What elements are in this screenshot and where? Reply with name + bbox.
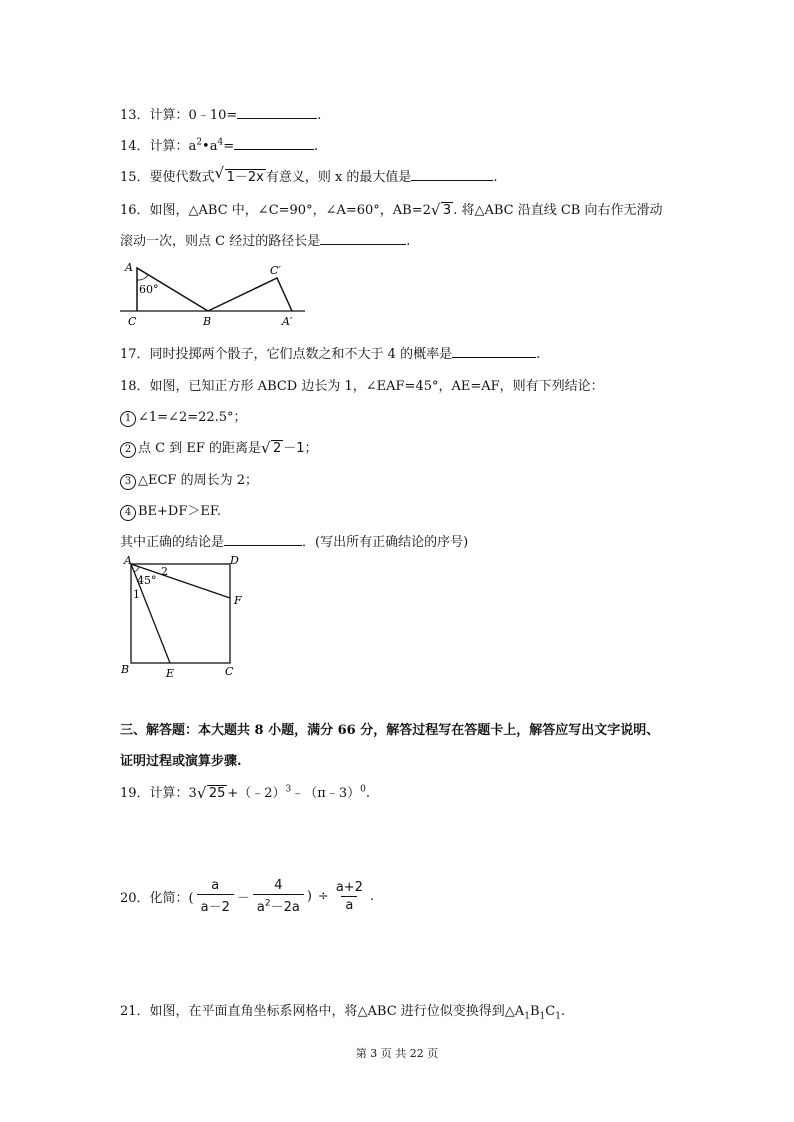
section-3-heading-cont xyxy=(120,750,242,769)
q20-f3-den: a xyxy=(341,896,357,913)
q14-exp2: 4 xyxy=(217,137,224,148)
q13-number: 13． xyxy=(120,108,150,123)
question-13 xyxy=(120,104,321,123)
q18-ask-text: 其中正确的结论是 xyxy=(120,535,225,550)
q18-label-2: 2 xyxy=(161,565,168,578)
q20-f2-den-exp: 2 xyxy=(264,898,271,909)
q18-c2-radicand: 2 xyxy=(273,441,282,456)
q21-sub-2: 1 xyxy=(539,1011,546,1022)
q17-end: . xyxy=(536,347,541,362)
section-3-line1: 三、解答题：本大题共 8 小题，满分 66 分，解答过程写在答题卡上，解答应写出文字说明、 xyxy=(120,723,660,738)
q18-label-c: C xyxy=(225,665,234,678)
page-footer: 第 3 页 共 22 页 xyxy=(355,1047,439,1060)
q18-answer-blank xyxy=(224,532,302,546)
q21-sub-3: 1 xyxy=(555,1011,561,1022)
q18-label-f: F xyxy=(234,594,242,607)
question-15 xyxy=(120,166,498,185)
q20-f3-num: a+2 xyxy=(335,880,363,895)
q16-line2: 滚动一次，则点 C 经过的路径长是 xyxy=(120,234,321,249)
q16-label-a1: A′ xyxy=(282,315,293,328)
q20-f1-num: a xyxy=(211,878,220,893)
q21-b: B xyxy=(529,1004,540,1019)
q18-label-1: 1 xyxy=(133,588,140,601)
q14-eq: = xyxy=(223,139,235,154)
q16-number: 16． xyxy=(120,203,150,218)
q19-number: 19． xyxy=(120,786,150,801)
q15-post: 有意义，则 x 的最大值是 xyxy=(265,170,412,185)
q19-exp1: 3 xyxy=(285,784,292,795)
q21-end: . xyxy=(560,1004,566,1019)
q18-c4-text: BE+DF＞EF. xyxy=(138,504,221,519)
q21-c: C xyxy=(545,1004,556,1019)
q15-radical: √ 1－2x xyxy=(214,164,264,185)
q20-minus: － xyxy=(236,891,250,906)
question-19 xyxy=(120,782,370,801)
q18-label-angle: 45° xyxy=(137,574,157,587)
q19-radical: √ 25 xyxy=(196,784,226,802)
q13-answer-blank xyxy=(237,105,317,119)
q20-pre: 化简：( xyxy=(149,891,194,906)
section-3-line2: 证明过程或演算步骤. xyxy=(120,754,242,769)
q16-label-a: A xyxy=(125,261,133,274)
q18-c1-text: ∠1=∠2=22.5°； xyxy=(138,410,247,425)
question-20 xyxy=(120,878,374,915)
q20-f2-den-a: a xyxy=(256,900,265,915)
q18-c2-mark: 2 xyxy=(120,442,136,458)
q21-text: 如图，在平面直角坐标系网格中，将△ABC 进行位似变换得到△A xyxy=(149,1004,525,1019)
q14-answer-blank xyxy=(234,136,314,150)
q20-f1-den: a－2 xyxy=(197,894,234,915)
q19-pre: 计算：3 xyxy=(149,786,197,801)
question-16-line1 xyxy=(120,199,662,218)
q19-end: . xyxy=(365,786,370,801)
q14-number: 14． xyxy=(120,139,150,154)
q18-conclusion-3 xyxy=(120,469,258,490)
q18-label-d: D xyxy=(230,554,239,567)
q18-label-e: E xyxy=(166,667,175,680)
q18-c1-mark: 1 xyxy=(120,411,136,427)
q17-text: 同时投掷两个骰子，它们点数之和不大于 4 的概率是 xyxy=(149,347,453,362)
q17-answer-blank xyxy=(452,344,536,358)
question-18 xyxy=(120,375,604,394)
q13-end: . xyxy=(317,108,322,123)
q18-ask-end: ．(写出所有正确结论的序号) xyxy=(302,535,469,550)
q16-label-c1: C′ xyxy=(270,264,281,277)
q20-fraction-2 xyxy=(253,878,304,915)
question-16-line2 xyxy=(120,230,410,249)
question-21 xyxy=(120,1000,565,1022)
q16-label-angle: 60° xyxy=(139,283,159,296)
q18-c2-pre: 点 C 到 EF 的距离是 xyxy=(138,441,261,456)
q13-text: 计算：0﹣10= xyxy=(149,108,238,123)
q18-c3-text: △ECF 的周长为 2； xyxy=(138,473,258,488)
q18-label-b: B xyxy=(121,663,130,676)
q14-exp1: 2 xyxy=(196,137,203,148)
question-14 xyxy=(120,135,318,154)
q20-number: 20． xyxy=(120,891,150,906)
q19-mid2: ﹣（π﹣3） xyxy=(291,786,361,801)
q16-answer-blank xyxy=(320,231,406,245)
q18-c2-post: －1； xyxy=(283,441,318,456)
q16-label-c: C xyxy=(128,315,137,328)
q19-exp2: 0 xyxy=(360,784,366,795)
q19-mid: +（﹣2） xyxy=(227,786,286,801)
section-3-heading xyxy=(120,719,659,738)
q16-figure xyxy=(115,258,315,330)
q15-number: 15． xyxy=(120,170,150,185)
question-17 xyxy=(120,343,540,362)
q16-label-b: B xyxy=(203,315,212,328)
q21-sub-1: 1 xyxy=(524,1011,530,1022)
q16-radicand: 3 xyxy=(442,203,452,218)
q18-conclusion-1 xyxy=(120,406,247,427)
q17-number: 17． xyxy=(120,347,150,362)
q16-line1-end: . 将△ABC 沿直线 CB 向右作无滑动 xyxy=(453,203,663,218)
q18-label-a: A xyxy=(124,554,132,567)
q18-c3-mark: 3 xyxy=(120,474,136,490)
q18-conclusion-2 xyxy=(120,437,318,458)
q20-f2-den xyxy=(253,894,304,915)
q18-figure xyxy=(115,552,255,682)
q20-f2-den-b: －2a xyxy=(270,900,300,915)
q15-end: . xyxy=(493,170,498,185)
q18-conclusion-4 xyxy=(120,500,221,521)
q15-answer-blank xyxy=(411,167,493,181)
q18-c2-radical: √ 2 xyxy=(261,439,282,457)
q14-text-a: 计算：a xyxy=(149,139,197,154)
q16-end: . xyxy=(406,234,411,249)
q18-text: 如图，已知正方形 ABCD 边长为 1，∠EAF=45°，AE=AF，则有下列结论： xyxy=(149,379,604,394)
q20-fraction-1 xyxy=(197,878,234,915)
q18-angle-arc xyxy=(134,567,139,572)
q20-fraction-3 xyxy=(332,880,367,913)
q16-line1: 如图，△ABC 中，∠C=90°，∠A=60°，AB=2 xyxy=(149,203,431,218)
q21-number: 21． xyxy=(120,1004,150,1019)
q19-radicand: 25 xyxy=(208,786,226,801)
q20-end: . xyxy=(369,889,375,904)
q20-close: ) xyxy=(306,889,312,904)
q18-ask xyxy=(120,531,468,550)
q14-end: . xyxy=(314,139,319,154)
q15-radicand: 1－2x xyxy=(226,170,264,185)
q20-div: ÷ xyxy=(317,889,329,904)
q20-f2-num: 4 xyxy=(274,878,283,893)
q15-pre: 要使代数式 xyxy=(149,170,215,185)
q16-angle-arc xyxy=(137,275,148,280)
q18-number: 18． xyxy=(120,379,150,394)
q16-triangle-rotated xyxy=(208,278,292,311)
q14-mid: •a xyxy=(202,139,218,154)
q16-radical: √ 3 xyxy=(430,201,452,219)
q18-c4-mark: 4 xyxy=(120,505,136,521)
